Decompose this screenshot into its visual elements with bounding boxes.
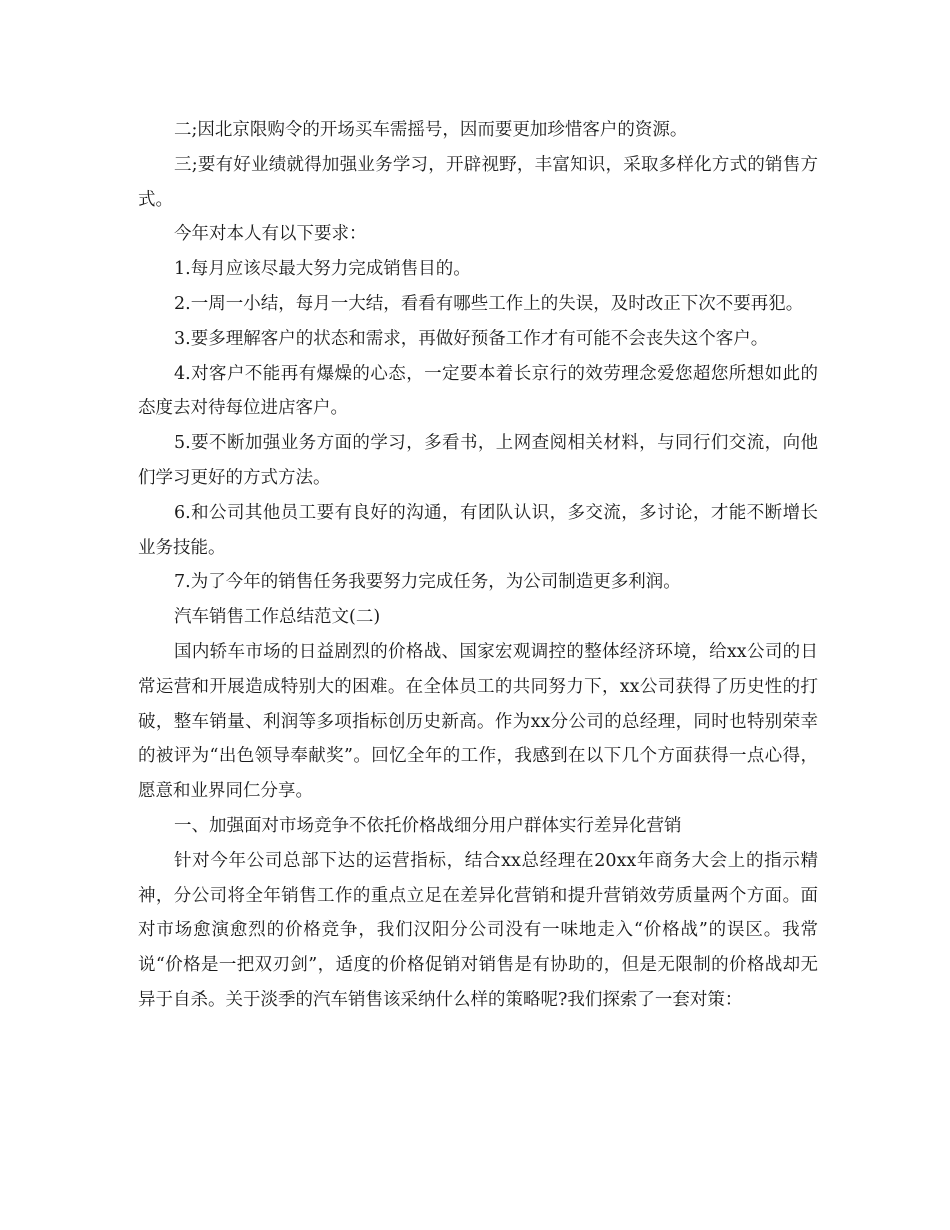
paragraph-point-three: 三;要有好业绩就得加强业务学习，开辟视野，丰富知识，采取多样化方式的销售方式。 <box>138 154 818 210</box>
list-item-requirement-1: 1.每月应该尽最大努力完成销售目的。 <box>174 259 471 280</box>
list-item-requirement-5: 5.要不断加强业务方面的学习，多看书，上网查阅相关材料，与同行们交流，向他们学习更好的方式方法。 <box>138 433 818 488</box>
section-heading-sample-two: 汽车销售工作总结范文(二) <box>174 607 381 628</box>
paragraph-strategy: 针对今年公司总部下达的运营指标，结合xx总经理在20xx年商务大会上的指示精神，分公司将全年销售工作的重点立足在差异化营销和提升营销效劳质量两个方面。面对市场愈演愈烈的价格竞争，我们汉阳分公司没有一味地走入“价格战”的误区。我常说“价格是一把双刃剑”，适度的价格促销对销售是有协助的，但是无限制的价格战却无异于自杀。关于淡季的汽车销售该采纳什么样的策略呢?我们探索了一套对策： <box>138 850 818 1010</box>
list-item-requirement-7: 7.为了今年的销售任务我要努力完成任务，为公司制造更多利润。 <box>174 572 681 593</box>
list-item-requirement-3: 3.要多理解客户的状态和需求，再做好预备工作才有可能不会丧失这个客户。 <box>174 328 769 349</box>
document-body <box>138 113 818 1018</box>
paragraph-requirements-intro: 今年对本人有以下要求： <box>174 224 367 245</box>
paragraph-point-two: 二;因北京限购令的开场买车需摇号，因而要更加珍惜客户的资源。 <box>174 120 688 140</box>
section-heading-differentiated-marketing: 一、加强面对市场竞争不依托价格战细分用户群体实行差异化营销 <box>174 815 682 836</box>
paragraph-market-overview: 国内轿车市场的日益剧烈的价格战、国家宏观调控的整体经济环境，给xx公司的日常运营和开展造成特别大的困难。在全体员工的共同努力下，xx公司获得了历史性的打破，整车销量、利润等多项指标创历史新高。作为xx分公司的总经理，同时也特别荣幸的被评为“出色领导奉献奖”。回忆全年的工作，我感到在以下几个方面获得一点心得，愿意和业界同仁分享。 <box>138 641 818 802</box>
list-item-requirement-6: 6.和公司其他员工要有良好的沟通，有团队认识，多交流，多讨论，才能不断增长业务技能。 <box>138 502 818 558</box>
list-item-requirement-2: 2.一周一小结，每月一大结，看看有哪些工作上的失误，及时改正下次不要再犯。 <box>174 293 804 314</box>
list-item-requirement-4: 4.对客户不能再有爆燥的心态，一定要本着长京行的效劳理念爱您超您所想如此的态度去对待每位进店客户。 <box>138 363 818 419</box>
